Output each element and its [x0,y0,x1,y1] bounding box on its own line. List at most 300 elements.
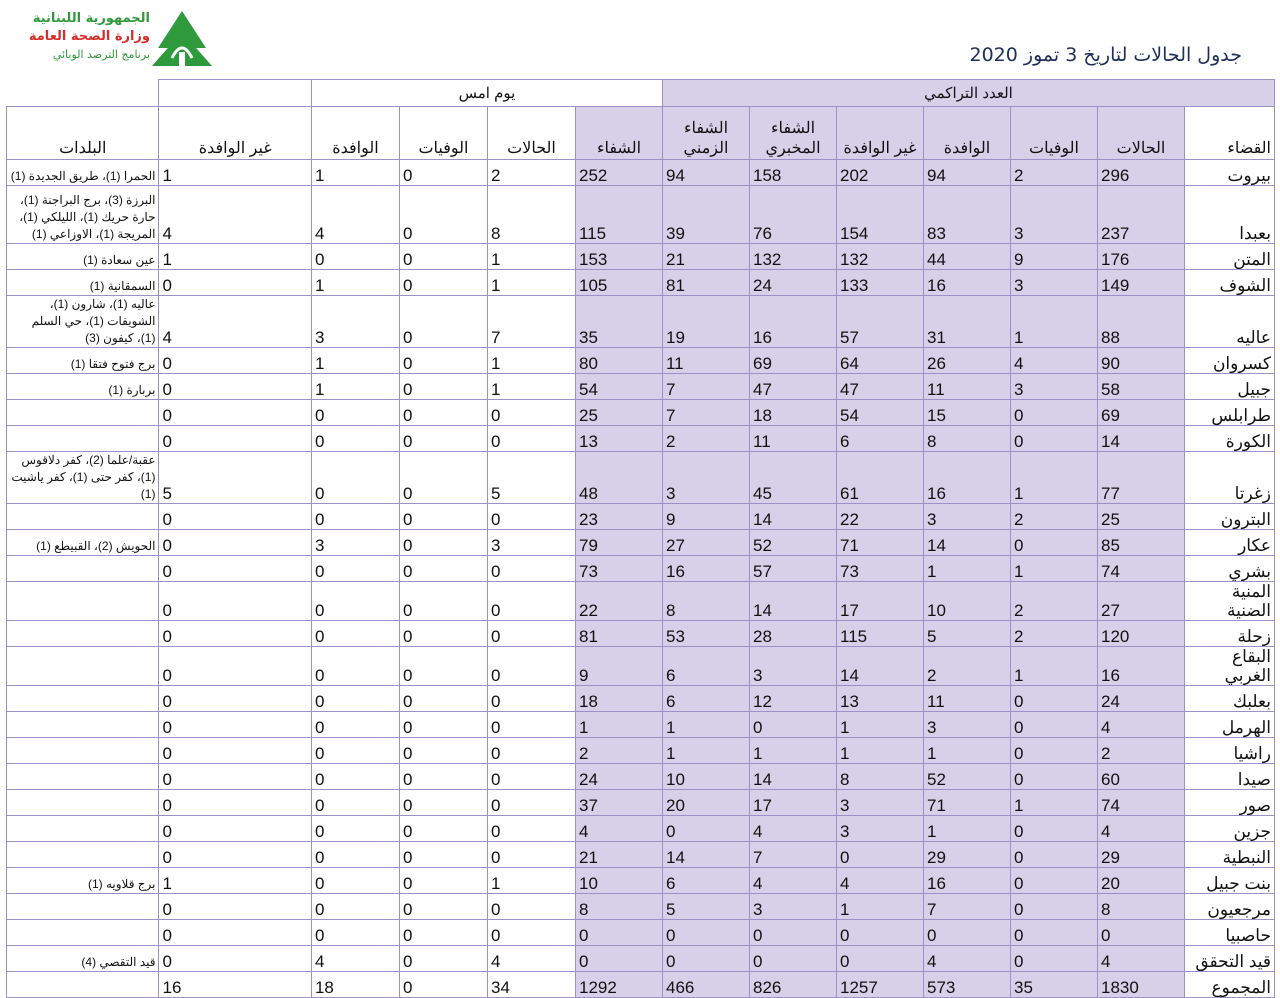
table-row [7,868,1275,894]
cases-cell: 4 [1098,816,1185,842]
lab-recovered-cell: 47 [750,374,837,400]
imported-cell: 31 [924,296,1011,348]
y-local-cell: 0 [159,556,311,582]
towns-cell [7,582,159,621]
y-imported-cell: 0 [311,686,399,712]
y-deaths-cell: 0 [399,842,487,868]
ministry-logo-text [14,10,150,64]
y-deaths-cell: 0 [399,504,487,530]
district-cell: كسروان [1185,348,1275,374]
y-local-cell: 0 [159,582,311,621]
local-cell: 1 [837,712,924,738]
lab-recovered-cell: 4 [750,868,837,894]
recovered-cell: 9 [575,647,662,686]
recovered-cell: 0 [575,946,662,972]
y-cases-cell: 0 [487,686,575,712]
district-cell: البترون [1185,504,1275,530]
towns-cell [7,738,159,764]
imported-cell: 29 [924,842,1011,868]
lab-recovered-cell: 11 [750,426,837,452]
y-local-cell: 4 [159,296,311,348]
deaths-cell: 3 [1011,186,1098,244]
imported-cell: 3 [924,712,1011,738]
recovered-cell: 48 [575,452,662,504]
y-local-cell: 0 [159,686,311,712]
cases-cell: 90 [1098,348,1185,374]
time-recovered-cell: 39 [662,186,749,244]
table-row [7,686,1275,712]
imported-cell: 8 [924,426,1011,452]
imported-cell: 16 [924,452,1011,504]
district-cell: الهرمل [1185,712,1275,738]
deaths-col-header: الوفيات [1011,107,1098,160]
y-deaths-cell: 0 [399,712,487,738]
imported-cell: 1 [924,556,1011,582]
y-imported-cell: 0 [311,452,399,504]
district-cell: بيروت [1185,160,1275,186]
y-cases-cell: 7 [487,296,575,348]
deaths-cell: 0 [1011,686,1098,712]
cases-cell: 4 [1098,946,1185,972]
cases-cell: 24 [1098,686,1185,712]
towns-cell [7,647,159,686]
recovered-cell: 1 [575,712,662,738]
local-cell: 13 [837,686,924,712]
cases-cell: 27 [1098,582,1185,621]
lab-recovered-cell: 17 [750,790,837,816]
table-row [7,530,1275,556]
y-deaths-cell: 0 [399,946,487,972]
y-imported-cell: 0 [311,244,399,270]
y-deaths-cell: 0 [399,920,487,946]
recovered-cell: 25 [575,400,662,426]
district-cell: صور [1185,790,1275,816]
deaths-cell: 3 [1011,374,1098,400]
lab-recovered-cell: 14 [750,582,837,621]
time-recovered-cell: 11 [662,348,749,374]
time-recovered-cell: 20 [662,790,749,816]
table-row [7,270,1275,296]
y-imported-cell: 0 [311,738,399,764]
district-col-header: القضاء [1185,107,1275,160]
lab-recovered-cell: 0 [750,946,837,972]
y-cases-cell: 0 [487,920,575,946]
lab-recovered-cell: 826 [750,972,837,998]
table-row [7,582,1275,621]
deaths-cell: 0 [1011,920,1098,946]
imported-cell: 2 [924,647,1011,686]
deaths-cell: 2 [1011,160,1098,186]
lab-recovered-cell: 3 [750,647,837,686]
cases-cell: 60 [1098,764,1185,790]
lab-recovered-cell: 57 [750,556,837,582]
y-cases-cell: 0 [487,647,575,686]
towns-cell [7,556,159,582]
deaths-cell: 2 [1011,621,1098,647]
local-cell: 8 [837,764,924,790]
local-cell: 202 [837,160,924,186]
lab-recovered-cell: 7 [750,842,837,868]
lab-recovered-cell: 14 [750,764,837,790]
imported-cell: 11 [924,686,1011,712]
y-imported-cell: 0 [311,556,399,582]
y-cases-cell: 0 [487,400,575,426]
time-recovered-cell: 8 [662,582,749,621]
y-imported-cell: 0 [311,504,399,530]
y-imported-cell: 0 [311,400,399,426]
y-imported-cell: 0 [311,621,399,647]
time-recovered-cell: 5 [662,894,749,920]
local-cell: 133 [837,270,924,296]
time-recovered-cell: 2 [662,426,749,452]
y-imported-cell: 3 [311,296,399,348]
district-cell: عكار [1185,530,1275,556]
cases-cell: 77 [1098,452,1185,504]
y-local-cell: 1 [159,244,311,270]
cumulative-group-header: العدد التراكمي [662,80,1274,107]
y-local-cell: 0 [159,647,311,686]
y-local-cell: 0 [159,621,311,647]
lab-recovered-cell: 45 [750,452,837,504]
y-deaths-cell: 0 [399,647,487,686]
table-row [7,400,1275,426]
lab-recovered-cell: 52 [750,530,837,556]
cases-cell: 20 [1098,868,1185,894]
y-deaths-cell: 0 [399,186,487,244]
imported-cell: 7 [924,894,1011,920]
imported-cell: 94 [924,160,1011,186]
lab-recovered-cell: 4 [750,816,837,842]
y-imported-cell: 18 [311,972,399,998]
local-cell: 6 [837,426,924,452]
cases-cell: 149 [1098,270,1185,296]
y-cases-cell: 0 [487,712,575,738]
recovered-cell: 10 [575,868,662,894]
ministry-line-health: وزارة الصحة العامة [28,29,150,44]
deaths-cell: 2 [1011,504,1098,530]
cases-cell: 88 [1098,296,1185,348]
cases-cell: 25 [1098,504,1185,530]
time-recovered-cell: 3 [662,452,749,504]
district-cell: المجموع [1185,972,1275,998]
deaths-cell: 4 [1011,348,1098,374]
local-cell: 132 [837,244,924,270]
district-cell: بعلبك [1185,686,1275,712]
deaths-cell: 0 [1011,868,1098,894]
y-deaths-col-header: الوفيات [399,107,487,160]
y-imported-cell: 1 [311,374,399,400]
y-imported-cell: 0 [311,894,399,920]
table-row [7,348,1275,374]
recovered-cell: 0 [575,920,662,946]
lab-recovered-cell: 69 [750,348,837,374]
table-row [7,244,1275,270]
y-imported-col-header: الوافدة [311,107,399,160]
cases-cell: 74 [1098,790,1185,816]
local-cell: 57 [837,296,924,348]
district-cell: صيدا [1185,764,1275,790]
district-cell: المنية الضنية [1185,582,1275,621]
time-recovered-cell: 21 [662,244,749,270]
local-cell: 73 [837,556,924,582]
imported-cell: 16 [924,868,1011,894]
district-cell: بشري [1185,556,1275,582]
deaths-cell: 9 [1011,244,1098,270]
y-deaths-cell: 0 [399,764,487,790]
lab-recovered-cell: 0 [750,712,837,738]
imported-cell: 1 [924,816,1011,842]
local-cell: 1257 [837,972,924,998]
imported-col-header: الوافدة [924,107,1011,160]
towns-cell [7,842,159,868]
deaths-cell: 1 [1011,452,1098,504]
deaths-cell: 0 [1011,712,1098,738]
y-imported-cell: 0 [311,426,399,452]
cases-col-header: الحالات [1098,107,1185,160]
local-cell: 1 [837,894,924,920]
cases-cell: 8 [1098,894,1185,920]
ministry-line-program: برنامج الترصد الوبائي [52,48,150,61]
local-cell: 0 [837,920,924,946]
y-cases-cell: 1 [487,270,575,296]
y-local-cell: 0 [159,426,311,452]
table-row [7,504,1275,530]
recovered-cell: 81 [575,621,662,647]
imported-cell: 1 [924,738,1011,764]
local-cell: 3 [837,790,924,816]
district-cell: عاليه [1185,296,1275,348]
y-cases-cell: 0 [487,816,575,842]
report-title: جدول الحالات لتاريخ 3 تموز 2020 [969,44,1242,66]
time-recovered-cell: 10 [662,764,749,790]
y-deaths-cell: 0 [399,244,487,270]
y-cases-cell: 0 [487,842,575,868]
table-row [7,374,1275,400]
y-local-cell: 4 [159,186,311,244]
local-cell: 115 [837,621,924,647]
y-cases-cell: 2 [487,160,575,186]
time-recovered-col-header: الشفاء الزمني [662,107,749,160]
towns-cell: بربارة (1) [7,374,159,400]
recovered-cell: 73 [575,556,662,582]
local-cell: 71 [837,530,924,556]
y-local-cell: 0 [159,790,311,816]
time-recovered-cell: 1 [662,712,749,738]
towns-cell: برج قلاويه (1) [7,868,159,894]
recovered-cell: 1292 [575,972,662,998]
local-col-header: غير الوافدة [837,107,924,160]
y-deaths-cell: 0 [399,160,487,186]
time-recovered-cell: 14 [662,842,749,868]
local-cell: 14 [837,647,924,686]
ministry-line-republic: الجمهورية اللبنانية [32,11,150,26]
table-row [7,296,1275,348]
towns-cell [7,894,159,920]
cases-cell: 176 [1098,244,1185,270]
y-imported-cell: 1 [311,348,399,374]
district-cell: جبيل [1185,374,1275,400]
table-row [7,621,1275,647]
y-deaths-cell: 0 [399,374,487,400]
table-row [7,160,1275,186]
lab-recovered-cell: 24 [750,270,837,296]
y-deaths-cell: 0 [399,582,487,621]
table-row [7,647,1275,686]
towns-cell: عقبة/علما (2)، كفر دلاقوس (1)، كفر حتى (1)، كفر ياشيت (1) [7,452,159,504]
cases-cell: 58 [1098,374,1185,400]
lab-recovered-cell: 3 [750,894,837,920]
y-imported-cell: 1 [311,160,399,186]
cases-cell: 4 [1098,712,1185,738]
local-cell: 54 [837,400,924,426]
y-cases-cell: 0 [487,582,575,621]
lab-recovered-cell: 28 [750,621,837,647]
cases-cell: 237 [1098,186,1185,244]
towns-cell: السمقانية (1) [7,270,159,296]
y-imported-cell: 0 [311,816,399,842]
cases-table [6,79,1275,998]
lab-recovered-col-header: الشفاء المخبري [750,107,837,160]
district-cell: راشيا [1185,738,1275,764]
y-imported-cell: 0 [311,920,399,946]
table-row [7,894,1275,920]
deaths-cell: 2 [1011,582,1098,621]
y-cases-cell: 0 [487,621,575,647]
y-deaths-cell: 0 [399,686,487,712]
y-local-col-header: غير الوافدة [159,107,311,160]
imported-cell: 4 [924,946,1011,972]
lab-recovered-cell: 158 [750,160,837,186]
y-imported-cell: 0 [311,647,399,686]
recovered-cell: 13 [575,426,662,452]
recovered-cell: 18 [575,686,662,712]
time-recovered-cell: 6 [662,686,749,712]
lab-recovered-cell: 132 [750,244,837,270]
towns-cell [7,400,159,426]
lab-recovered-cell: 0 [750,920,837,946]
cases-cell: 69 [1098,400,1185,426]
deaths-cell: 3 [1011,270,1098,296]
y-imported-cell: 0 [311,582,399,621]
y-local-cell: 0 [159,504,311,530]
towns-cell: برج فتوح فتقا (1) [7,348,159,374]
y-deaths-cell: 0 [399,270,487,296]
towns-cell [7,504,159,530]
local-cell: 154 [837,186,924,244]
y-cases-cell: 1 [487,868,575,894]
towns-cell: الحمرا (1)، طريق الجديدة (1) [7,160,159,186]
cases-cell: 2 [1098,738,1185,764]
towns-cell: قيد التقصي (4) [7,946,159,972]
y-local-cell: 0 [159,894,311,920]
time-recovered-cell: 7 [662,374,749,400]
table-row [7,842,1275,868]
cases-cell: 296 [1098,160,1185,186]
y-local-cell: 0 [159,816,311,842]
local-cell: 1 [837,738,924,764]
imported-cell: 52 [924,764,1011,790]
deaths-cell: 1 [1011,790,1098,816]
time-recovered-cell: 0 [662,920,749,946]
time-recovered-cell: 81 [662,270,749,296]
time-recovered-cell: 19 [662,296,749,348]
table-row [7,452,1275,504]
recovered-cell: 153 [575,244,662,270]
local-cell: 0 [837,842,924,868]
imported-cell: 14 [924,530,1011,556]
recovered-cell: 22 [575,582,662,621]
y-imported-cell: 3 [311,530,399,556]
district-cell: طرابلس [1185,400,1275,426]
district-cell: مرجعيون [1185,894,1275,920]
towns-cell [7,790,159,816]
recovered-cell: 252 [575,160,662,186]
local-cell: 0 [837,946,924,972]
district-cell: البقاع الغربي [1185,647,1275,686]
district-cell: زحلة [1185,621,1275,647]
table-row [7,946,1275,972]
y-cases-cell: 0 [487,790,575,816]
cases-cell: 1830 [1098,972,1185,998]
time-recovered-cell: 16 [662,556,749,582]
district-cell: الشوف [1185,270,1275,296]
y-imported-cell: 0 [311,712,399,738]
time-recovered-cell: 0 [662,816,749,842]
cases-cell: 85 [1098,530,1185,556]
deaths-cell: 1 [1011,556,1098,582]
table-row [7,556,1275,582]
lab-recovered-cell: 18 [750,400,837,426]
district-cell: المتن [1185,244,1275,270]
local-cell: 17 [837,582,924,621]
lab-recovered-cell: 1 [750,738,837,764]
deaths-cell: 0 [1011,894,1098,920]
time-recovered-cell: 9 [662,504,749,530]
y-deaths-cell: 0 [399,868,487,894]
towns-cell [7,972,159,998]
y-local-cell: 0 [159,270,311,296]
y-deaths-cell: 0 [399,621,487,647]
yesterday-group-header: يوم امس [311,80,662,107]
imported-cell: 83 [924,186,1011,244]
y-local-cell: 0 [159,946,311,972]
district-cell: بنت جبيل [1185,868,1275,894]
y-local-cell: 0 [159,400,311,426]
recovered-cell: 21 [575,842,662,868]
recovered-col-header: الشفاء [575,107,662,160]
y-deaths-cell: 0 [399,790,487,816]
y-cases-cell: 3 [487,530,575,556]
time-recovered-cell: 466 [662,972,749,998]
time-recovered-cell: 6 [662,647,749,686]
recovered-cell: 37 [575,790,662,816]
y-deaths-cell: 0 [399,452,487,504]
towns-cell [7,686,159,712]
towns-cell: عاليه (1)، شارون (1)، الشويفات (1)، حي السلم (1)، كيفون (3) [7,296,159,348]
imported-cell: 15 [924,400,1011,426]
y-imported-cell: 0 [311,842,399,868]
table-row [7,186,1275,244]
recovered-cell: 2 [575,738,662,764]
deaths-cell: 0 [1011,426,1098,452]
table-row [7,816,1275,842]
time-recovered-cell: 94 [662,160,749,186]
imported-cell: 3 [924,504,1011,530]
district-cell: حاصبيا [1185,920,1275,946]
deaths-cell: 35 [1011,972,1098,998]
y-deaths-cell: 0 [399,296,487,348]
report-header [0,0,1280,78]
